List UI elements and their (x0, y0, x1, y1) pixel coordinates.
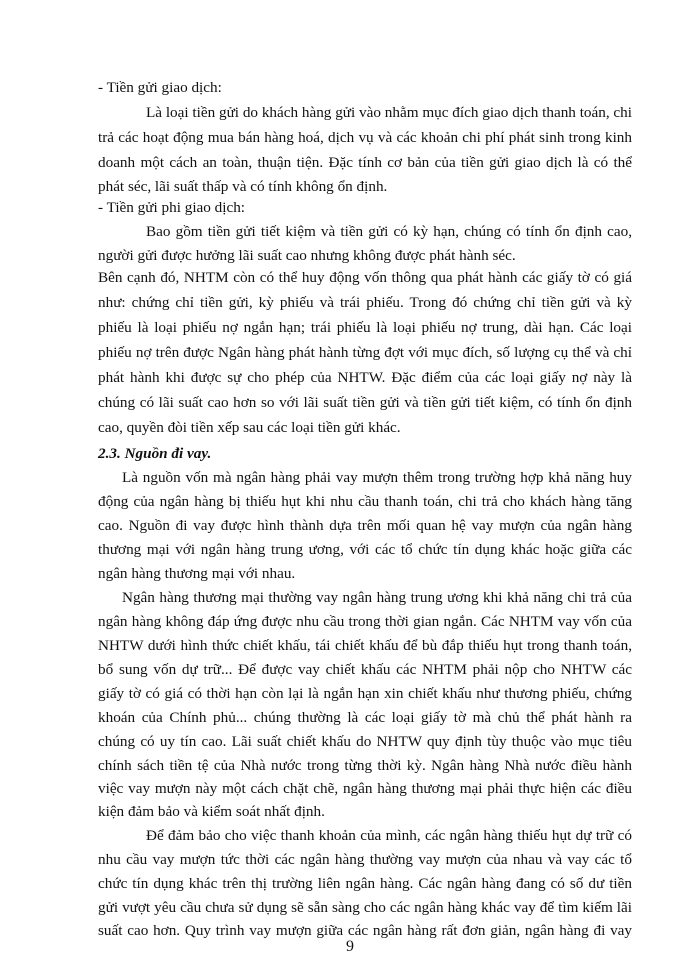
paragraph-line: chúng có lãi suất cao hơn so với lãi suất tiền gửi và tiền gửi tiết kiệm, có tính ổn định (98, 394, 632, 411)
paragraph-line: suất cao hơn. Quy trình vay mượn giữa các ngân hàng rất đơn giản, ngân hàng đi vay (98, 922, 632, 939)
paragraph-line: ngân hàng không đáp ứng được nhu cầu trong thời gian ngắn. Các NHTM vay vốn của (98, 613, 632, 630)
paragraph-line: chính sách tiền tệ của Nhà nước trong từng thời kỳ. Ngân hàng Nhà nước điều hành (98, 757, 632, 774)
paragraph-line: cao, quyền đòi tiền xếp sau các loại tiền gửi khác. (98, 419, 401, 436)
paragraph-line: giấy tờ có giá có thời hạn còn lại là ngắn hạn xin chiết khấu như thương phiếu, chứng (98, 685, 632, 702)
paragraph-line: bổ sung vốn dự trữ... Để được vay chiết khấu các NHTM phải nộp cho NHTW các (98, 661, 632, 678)
bullet-non-transaction-deposits: - Tiền gửi phi giao dịch: (98, 199, 246, 216)
section-heading: 2.3. Nguồn đi vay. (98, 445, 212, 462)
paragraph-line: trả các hoạt động mua bán hàng hoá, dịch vụ và các khoản chi phí phát sinh trong kinh (98, 129, 632, 146)
paragraph-line: chức tín dụng khác trên thị trường liên ngân hàng. Các ngân hàng đang có số dư tiền (98, 875, 632, 892)
paragraph-line: như: chứng chỉ tiền gửi, kỳ phiếu và trái phiếu. Trong đó chứng chỉ tiền gửi và kỳ (98, 294, 632, 311)
paragraph-line: gửi vượt yêu cầu chưa sử dụng sẽ sẵn sàng cho các ngân hàng khác vay để tìm kiếm lãi (98, 899, 632, 916)
paragraph-line: Là nguồn vốn mà ngân hàng phải vay mượn thêm trong trường hợp khả năng huy (122, 469, 632, 486)
paragraph-line: Để đảm bảo cho việc thanh khoản của mình, các ngân hàng thiếu hụt dự trữ có (146, 827, 632, 844)
paragraph-line: chúng có uy tín cao. Lãi suất chiết khấu do NHTW quy định tùy thuộc vào mục tiêu (98, 733, 632, 750)
paragraph-line: việc vay mượn này một cách chặt chẽ, ngân hàng thương mại phải thực hiện các điều (98, 780, 632, 797)
paragraph-line: thương mại với ngân hàng trung ương, với các tổ chức tín dụng khác hoặc giữa các (98, 541, 632, 558)
paragraph-line: phát séc, lãi suất thấp và có tính không ổn định. (98, 178, 388, 195)
paragraph-line: NHTW dưới hình thức chiết khấu, tái chiết khấu để bù đắp thiếu hụt trong thanh toán, (98, 637, 632, 654)
bullet-transaction-deposits: - Tiền gửi giao dịch: (98, 79, 222, 96)
paragraph-line: Là loại tiền gửi do khách hàng gửi vào nhằm mục đích giao dịch thanh toán, chi (146, 104, 632, 121)
paragraph-line: Bao gồm tiền gửi tiết kiệm và tiền gửi có kỳ hạn, chúng có tính ổn định cao, (146, 223, 632, 240)
paragraph-line: Bên cạnh đó, NHTM còn có thể huy động vốn thông qua phát hành các giấy tờ có giá (98, 269, 632, 286)
paragraph-line: phiếu là loại phiếu nợ ngắn hạn; trái phiếu là loại phiếu nợ trung, dài hạn. Các loại (98, 319, 632, 336)
paragraph-line: động của ngân hàng bị thiếu hụt khi nhu cầu thanh toán, chi trả cho khách hàng tăng (98, 493, 632, 510)
paragraph-line: doanh một cách an toàn, thuận tiện. Đặc tính cơ bản của tiền gửi giao dịch là có thể (98, 154, 632, 171)
paragraph-line: kiện đảm bảo và kiểm soát nhất định. (98, 803, 325, 820)
paragraph-line: Ngân hàng thương mại thường vay ngân hàng trung ương khi khả năng chi trả của (122, 589, 632, 606)
paragraph-line: phiếu nợ trên được Ngân hàng phát hành từng đợt với mục đích, số lượng cụ thể và chỉ (98, 344, 632, 361)
page-number: 9 (346, 938, 354, 955)
paragraph-line: người gửi được hưởng lãi suất cao nhưng không được phát hành séc. (98, 247, 516, 264)
paragraph-line: khoán của Chính phủ... chúng thường là các loại giấy tờ mà chủ thể phát hành ra (98, 709, 632, 726)
paragraph-line: phát hành khi được sự cho phép của NHTW. Đặc điểm của các loại giấy nợ này là (98, 369, 632, 386)
paragraph-line: ngân hàng thương mại với nhau. (98, 565, 296, 582)
paragraph-line: cao. Nguồn đi vay được hình thành dựa trên mối quan hệ vay mượn của ngân hàng (98, 517, 632, 534)
paragraph-line: nhu cầu vay mượn tức thời các ngân hàng thường vay mượn của nhau và vay các tổ (98, 851, 632, 868)
